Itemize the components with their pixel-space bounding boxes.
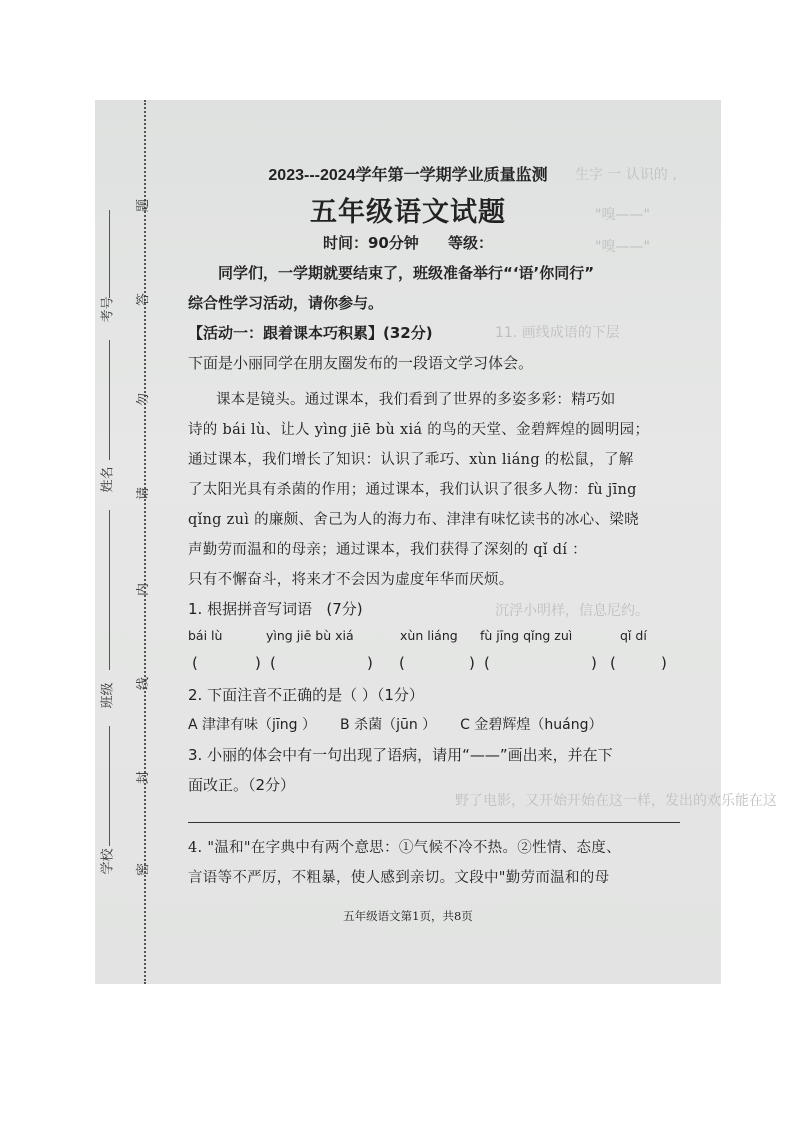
answer-line[interactable]: [188, 822, 680, 823]
passage-line: 诗的 bái lù、让人 yìng jiē bù xiá 的鸟的天堂、金碧辉煌的圆明园；: [188, 422, 650, 438]
answer-blank-close: ): [591, 654, 597, 672]
bleed-through-text: 野了电影，又开始开始在这一样，发出的欢乐能在这: [455, 793, 777, 809]
school-label: 学校: [100, 848, 116, 875]
intro-line-1: 同学们，一学期就要结束了，班级准备举行“‘语’你同行”: [218, 264, 595, 282]
answer-blank-open: (: [610, 654, 616, 672]
page-footer: 五年级语文第1页，共8页: [343, 909, 473, 923]
seal-word: 内: [136, 582, 152, 597]
passage-line: qǐng zuì 的廉颇、舍己为人的海力布、津津有味忆读书的冰心、梁晓: [188, 512, 639, 528]
answer-blank-open: (: [270, 654, 276, 672]
exam-year-title: 2023---2024学年第一学期学业质量监测: [268, 167, 548, 184]
pinyin-item: yìng jiē bù xiá: [266, 628, 354, 643]
class-label: 班级: [100, 682, 116, 709]
class-blank[interactable]: [109, 510, 110, 670]
question-2-title: 2. 下面注音不正确的是（ ）（1分）: [188, 686, 424, 704]
name-blank[interactable]: [109, 340, 110, 460]
seal-word: 答: [136, 292, 152, 307]
answer-blank-open: (: [484, 654, 490, 672]
pinyin-item: xùn liáng: [400, 628, 458, 643]
question-4-line-2: 言语等不严厉，不粗暴，使人感到亲切。文段中"勤劳而温和的母: [188, 870, 610, 886]
pinyin-item: bái lù: [188, 628, 223, 643]
activity-1-lead: 下面是小丽同学在朋友圈发布的一段语文学习体会。: [188, 354, 534, 372]
intro-line-2: 综合性学习活动，请你参与。: [188, 294, 384, 312]
passage-line: 声勤劳而温和的母亲；通过课本，我们获得了深刻的 qǐ dí ：: [188, 542, 587, 558]
bleed-through-text: 沉浮小明样，信息尼约。: [495, 603, 649, 619]
answer-blank-close: ): [255, 654, 261, 672]
activity-1-title: 【活动一：跟着课本巧积累】: [188, 324, 384, 342]
question-3-line-2: 面改正。（2分）: [188, 776, 296, 794]
answer-blank-close: ): [469, 654, 475, 672]
seal-word: 勿: [136, 392, 152, 407]
activity-1-score: (32分): [383, 324, 433, 342]
bleed-through-text: "嗅——": [595, 207, 650, 223]
seal-word: 线: [136, 676, 152, 691]
pinyin-item: qǐ dí: [620, 628, 647, 643]
grade-label: 等级：: [448, 234, 494, 252]
answer-blank-open: (: [192, 654, 198, 672]
school-blank[interactable]: [109, 726, 110, 846]
bleed-through-text: "嗅——": [595, 239, 650, 255]
activity-1-heading: [188, 322, 688, 343]
question-1: [188, 598, 688, 619]
seal-word: 题: [136, 198, 152, 213]
seal-word: 请: [136, 486, 152, 501]
passage-line: 只有不懈奋斗，将来才不会因为虚度年华而厌烦。: [188, 572, 514, 588]
bleed-through-text: 11. 画线成语的下层: [495, 325, 620, 341]
answer-blank-close: ): [661, 654, 667, 672]
option-b[interactable]: B 杀菌（jūn ）: [340, 717, 437, 733]
question-2-options: [188, 714, 688, 734]
exam-subject-title: 五年级语文试题: [310, 197, 506, 228]
passage-line: 通过课本，我们增长了知识：认识了乖巧、xùn liáng 的松鼠，了解: [188, 452, 634, 468]
passage-line: 课本是镜头。通过课本，我们看到了世界的多姿多彩：精巧如: [216, 392, 616, 408]
pinyin-item: fù jīng qǐng zuì: [480, 628, 573, 643]
question-3-line-1: 3. 小丽的体会中有一句出现了语病，请用“——”画出来，并在下: [188, 746, 613, 764]
seal-word: 密: [136, 862, 152, 877]
question-4-line-1: 4. "温和"在字典中有两个意思：①气候不冷不热。②性情、态度、: [188, 840, 621, 856]
option-c[interactable]: C 金碧辉煌（huáng）: [460, 717, 603, 733]
seal-word: 封: [136, 770, 152, 785]
passage-line: 了太阳光具有杀菌的作用；通过课本，我们认识了很多人物：fù jīng: [188, 482, 637, 498]
answer-blank-close: ): [367, 654, 373, 672]
question-1-title: 1. 根据拼音写词语: [188, 600, 313, 618]
answer-blank-open: (: [399, 654, 405, 672]
exam-photo: [95, 100, 777, 984]
exam-meta: [95, 232, 721, 253]
name-label: 姓名: [100, 466, 116, 493]
bleed-through-text: 生字 一 认识的 ,: [575, 167, 677, 183]
option-a[interactable]: A 津津有味（jīng ）: [188, 717, 317, 733]
time-label: 时间：90分钟: [322, 234, 419, 252]
question-1-score: (7分): [326, 600, 363, 618]
exam-no-label: 考号: [100, 296, 116, 323]
